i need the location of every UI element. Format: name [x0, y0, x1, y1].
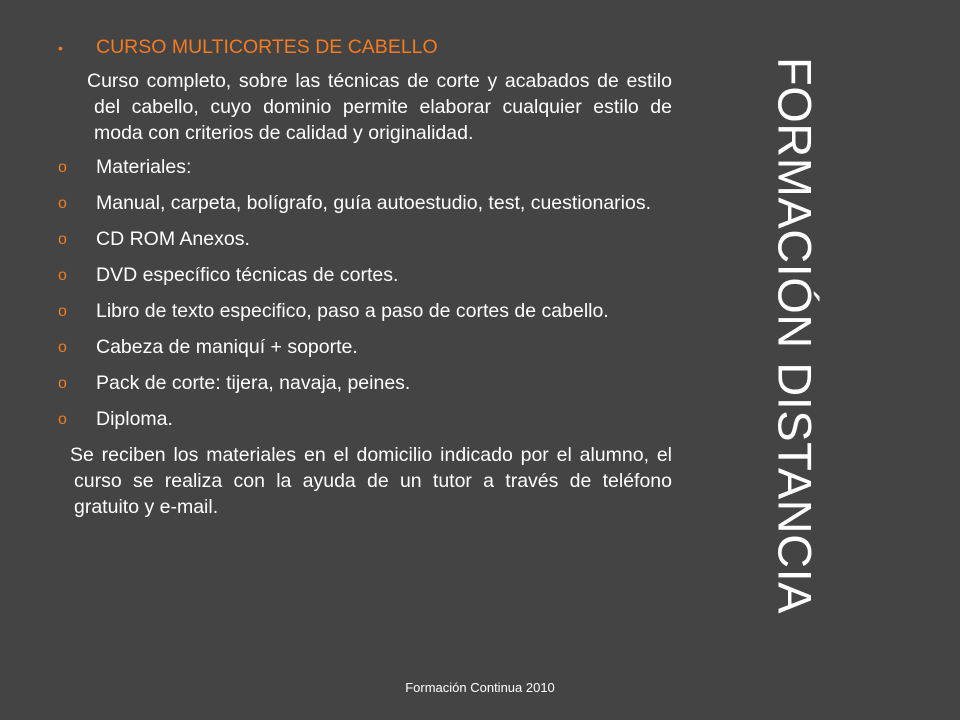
list-item [56, 226, 672, 253]
list-item-text: DVD específico técnicas de cortes. [96, 264, 399, 286]
slide-footer: Formación Continua 2010 [405, 680, 555, 695]
circle-bullet-icon: o [58, 267, 67, 284]
slide-title-container [740, 40, 850, 630]
list-item [56, 334, 672, 361]
materials-list [56, 154, 672, 433]
list-item-text: Pack de corte: tijera, navaja, peines. [96, 372, 411, 394]
list-item [56, 190, 672, 217]
course-title: CURSO MULTICORTES DE CABELLO [96, 36, 438, 58]
list-item-text: Cabeza de maniquí + soporte. [96, 336, 358, 358]
list-item-text: Libro de texto especifico, paso a paso de cortes de cabello. [96, 300, 609, 322]
list-item-text: Diploma. [96, 408, 173, 430]
list-item-text: Materiales: [96, 156, 192, 178]
list-item [56, 370, 672, 397]
circle-bullet-icon: o [58, 195, 67, 212]
circle-bullet-icon: o [58, 231, 67, 248]
list-item [56, 154, 672, 181]
circle-bullet-icon: o [58, 303, 67, 320]
list-item-text: Manual, carpeta, bolígrafo, guía autoestudio, test, cuestionarios. [96, 192, 652, 214]
list-item [56, 262, 672, 289]
circle-bullet-icon: o [58, 159, 67, 176]
bullet-icon: • [58, 40, 63, 56]
closing-paragraph: Se reciben los materiales en el domicilio indicado por el alumno, el curso se realiza con la ayuda de un tutor a través de teléfono gratuito y e-mail. [70, 444, 672, 518]
list-item-text: CD ROM Anexos. [96, 228, 250, 250]
course-heading-row [56, 34, 672, 61]
slide-title: FORMACIÓN DISTANCIA [768, 56, 822, 614]
circle-bullet-icon: o [58, 375, 67, 392]
circle-bullet-icon: o [58, 339, 67, 356]
list-item [56, 406, 672, 433]
circle-bullet-icon: o [58, 411, 67, 428]
slide-body [56, 34, 672, 528]
course-description: Curso completo, sobre las técnicas de corte y acabados de estilo del cabello, cuyo dominio permite elaborar cualquier estilo de moda con criterios de calidad y originalidad. [87, 70, 672, 144]
list-item [56, 298, 672, 325]
